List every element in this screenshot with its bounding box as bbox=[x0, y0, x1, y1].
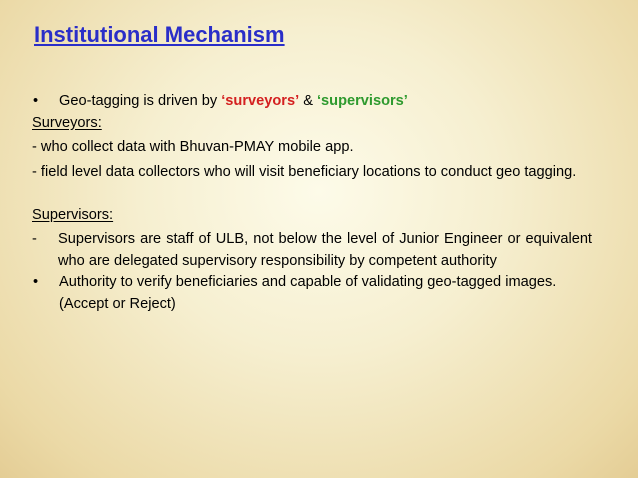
spacer bbox=[32, 183, 592, 205]
surveyors-line-2: - field level data collectors who will visit beneficiary locations to conduct geo tagging. bbox=[32, 163, 577, 180]
slide-content bbox=[32, 91, 592, 315]
intro-prefix: Geo-tagging is driven by bbox=[59, 93, 222, 109]
dash-marker: - bbox=[32, 231, 37, 247]
supervisors-item-2-text: Authority to verify beneficiaries and capable of validating geo-tagged images. (Accept or Reject) bbox=[59, 274, 557, 312]
surveyors-highlight: ‘surveyors’ bbox=[221, 93, 300, 109]
slide-title: Institutional Mechanism bbox=[34, 22, 285, 47]
supervisors-item-1 bbox=[32, 229, 592, 272]
intro-text bbox=[59, 91, 592, 113]
intro-bullet-item bbox=[32, 91, 592, 113]
bullet-marker: • bbox=[33, 274, 39, 290]
intro-and: & bbox=[299, 93, 317, 109]
surveyors-heading: Surveyors: bbox=[32, 114, 102, 131]
surveyors-line-1: - who collect data with Bhuvan-PMAY mobile app. bbox=[32, 139, 354, 155]
supervisors-item-1-text: Supervisors are staff of ULB, not below the level of Junior Engineer or equivalent who are delegated supervisory responsibility by competent authority bbox=[58, 231, 592, 269]
supervisors-item-2 bbox=[32, 272, 592, 315]
supervisors-highlight: ‘supervisors’ bbox=[316, 93, 408, 109]
bullet-marker: • bbox=[33, 93, 39, 109]
supervisors-heading: Supervisors: bbox=[32, 206, 114, 223]
